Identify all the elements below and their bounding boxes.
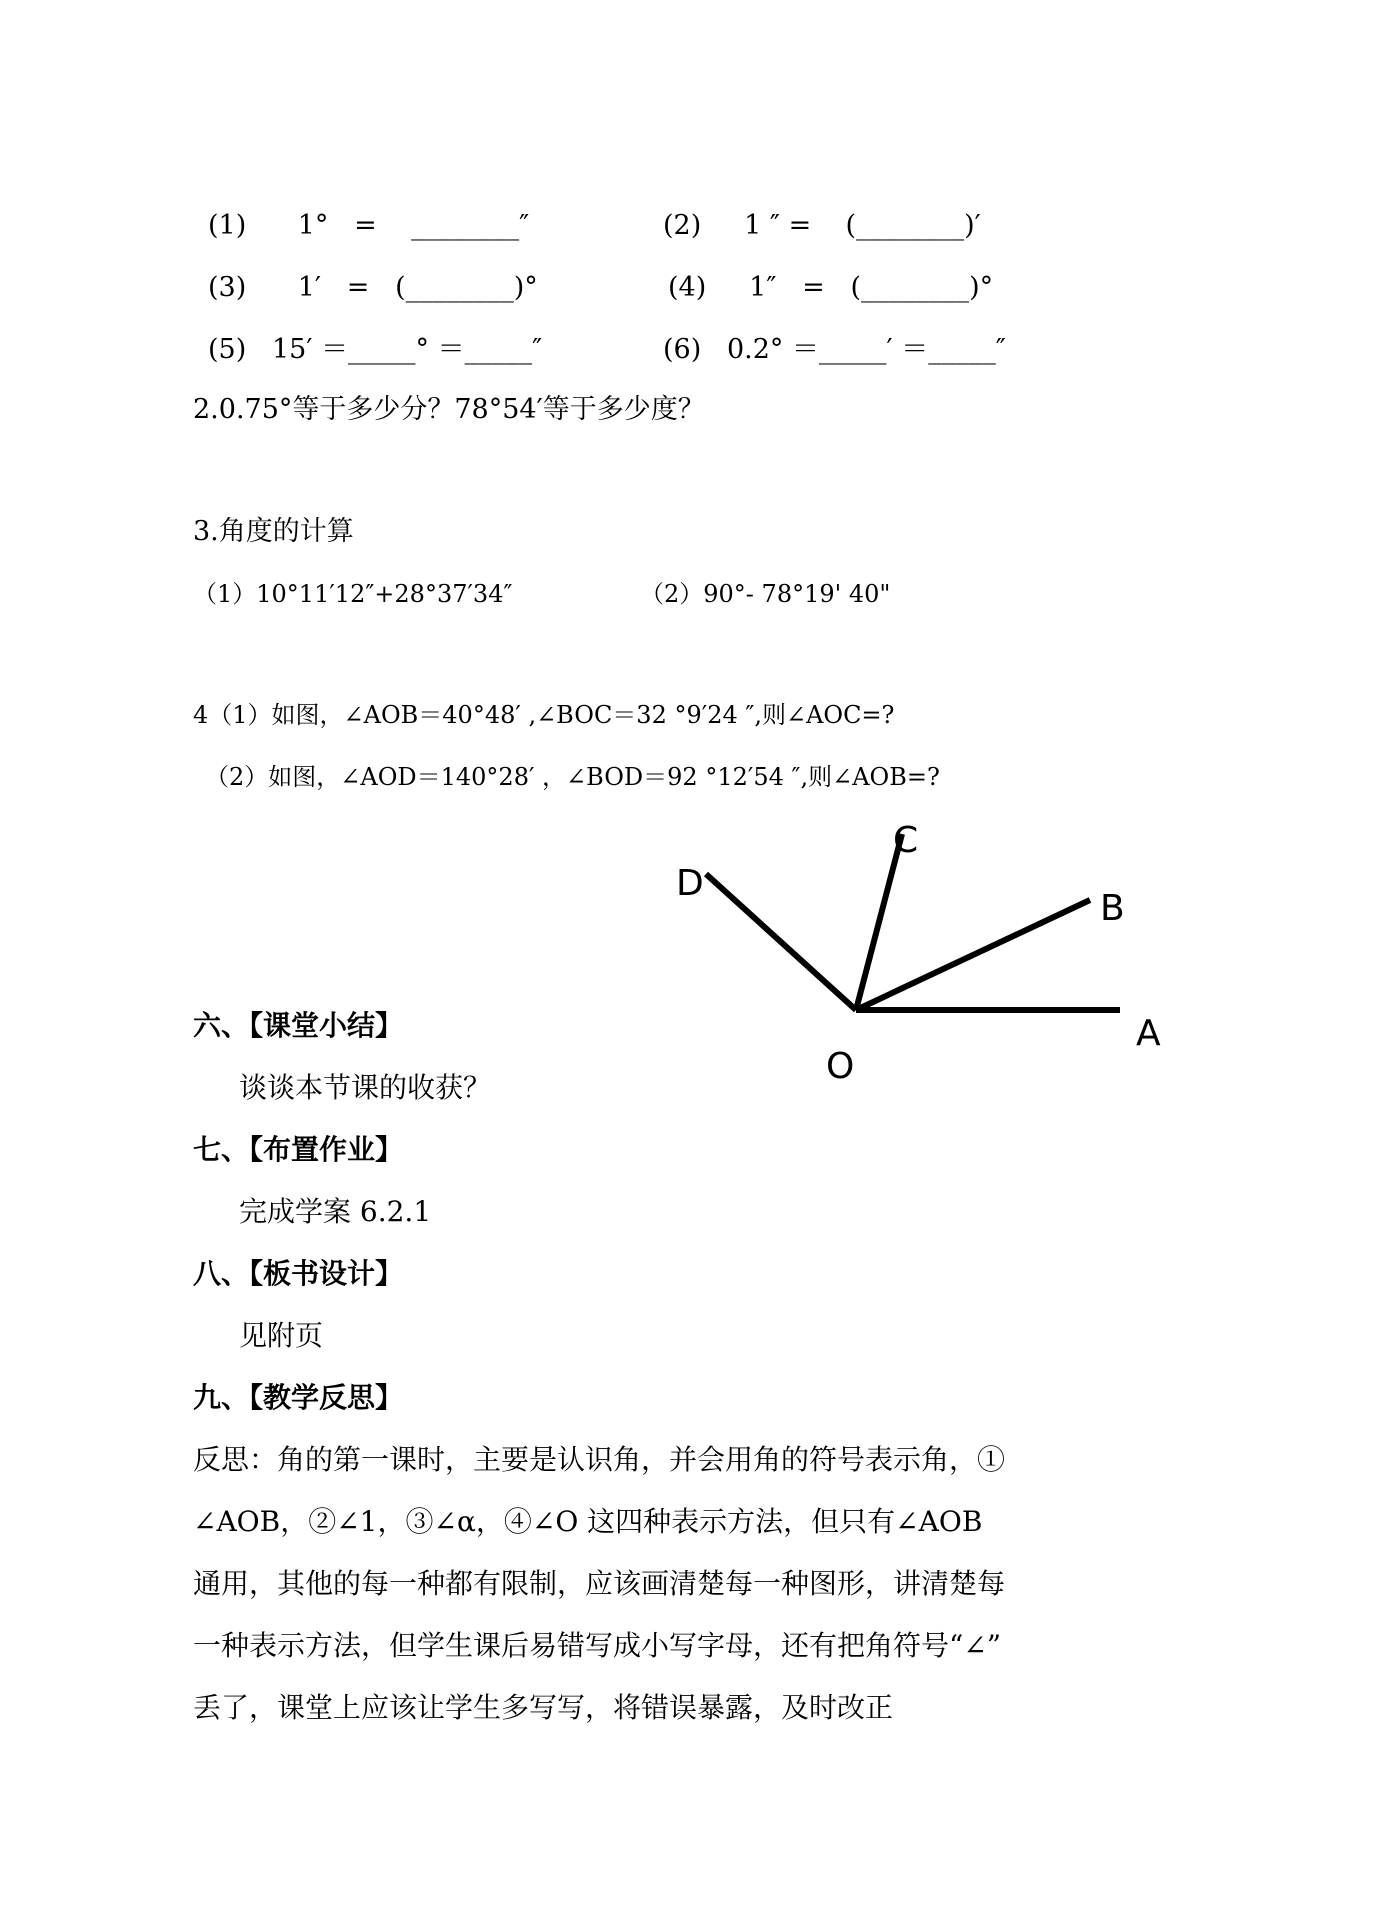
question-4-part-2: （2）如图，∠AOD＝140°28′ ，∠BOD＝92 °12′54 ″,则∠AOB=? <box>205 763 940 791</box>
exercise-1-row-3-right: (6) 0.2° ＝_____′ ＝_____″ <box>663 334 1006 365</box>
question-3-part-1: （1）10°11′12″+28°37′34″ <box>193 580 513 608</box>
section-6-heading: 六、【课堂小结】 <box>193 1009 404 1042</box>
section-8-heading: 八、【板书设计】 <box>193 1257 404 1290</box>
ray-ob <box>856 900 1090 1010</box>
question-2: 2.0.75°等于多少分？78°54′等于多少度？ <box>193 394 705 425</box>
reflection-line-3: 通用，其他的每一种都有限制，应该画清楚每一种图形，讲清楚每 <box>193 1567 1006 1600</box>
reflection-line-1: 反思：角的第一课时，主要是认识角，并会用角的符号表示角，① <box>193 1443 1006 1476</box>
section-9-heading: 九、【教学反思】 <box>193 1381 404 1414</box>
question-3-part-2: （2）90°- 78°19' 40" <box>640 580 891 608</box>
ray-od <box>706 874 856 1010</box>
reflection-line-5: 丢了，课堂上应该让学生多写写，将错误暴露，及时改正 <box>193 1691 894 1724</box>
section-7-heading: 七、【布置作业】 <box>193 1133 404 1166</box>
section-6-content: 谈谈本节课的收获？ <box>239 1071 492 1104</box>
section-8-content: 见附页 <box>239 1319 324 1352</box>
exercise-1-row-1-right: (2) 1 ″ = (________)′ <box>663 210 981 241</box>
exercise-1-row-2-left: (3) 1′ = (________)° <box>208 272 538 303</box>
label-a: A <box>1136 1013 1161 1054</box>
question-4-part-1: 4（1）如图，∠AOB＝40°48′ ,∠BOC＝32 °9′24 ″,则∠AOC=? <box>193 701 895 729</box>
section-7-content: 完成学案 6.2.1 <box>239 1195 432 1228</box>
question-3-title: 3.角度的计算 <box>193 516 354 547</box>
exercise-1-row-2-right: (4) 1″ = (________)° <box>668 272 994 303</box>
reflection-line-2: ∠AOB，②∠1，③∠α，④∠O 这四种表示方法，但只有∠AOB <box>193 1505 983 1538</box>
label-b: B <box>1100 888 1125 929</box>
label-o: O <box>826 1046 855 1087</box>
reflection-line-4: 一种表示方法，但学生课后易错写成小写字母，还有把角符号“∠” <box>193 1629 1002 1662</box>
exercise-1-row-1-left: (1) 1° = ________″ <box>208 210 530 241</box>
label-c: C <box>893 820 919 861</box>
exercise-1-row-3-left: (5) 15′ ＝_____° ＝_____″ <box>208 334 543 365</box>
label-d: D <box>676 863 704 904</box>
